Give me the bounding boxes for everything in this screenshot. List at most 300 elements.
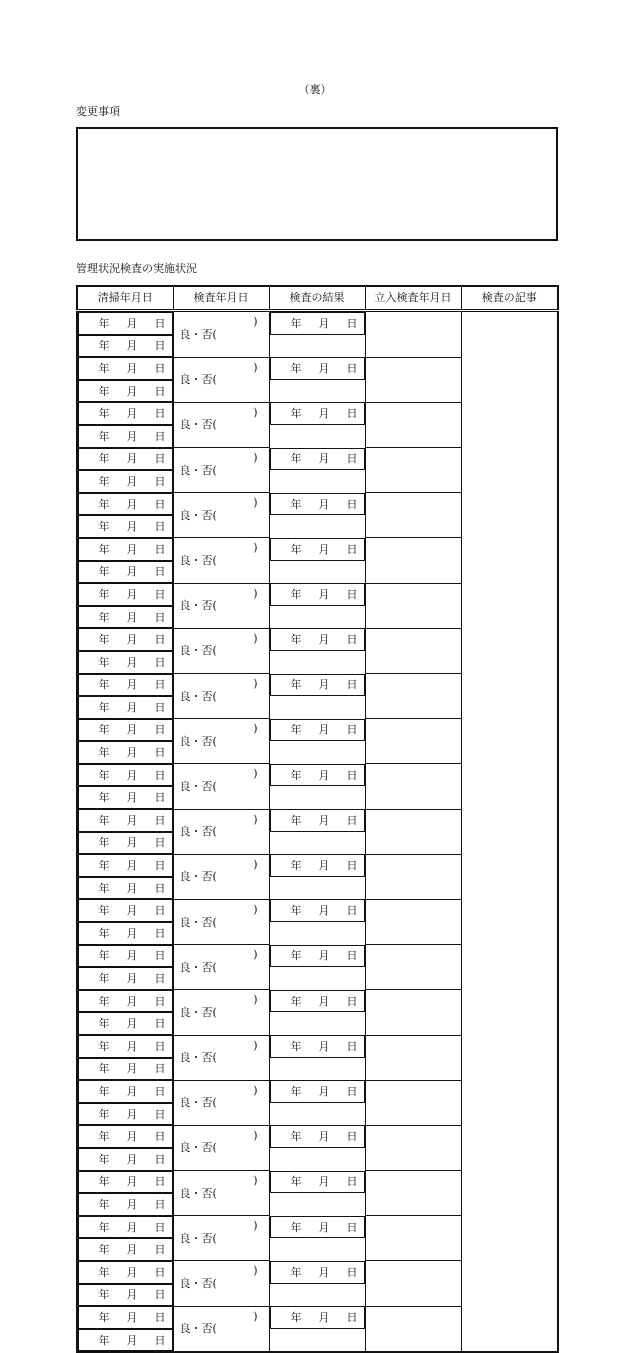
inspection-date-cell[interactable] [78,515,173,538]
day-label: 日 [154,1039,166,1053]
inspection-date-cell[interactable] [78,470,173,493]
day-label: 日 [346,316,358,330]
year-label: 年 [98,316,110,330]
day-label: 日 [154,316,166,330]
year-label: 年 [98,678,110,692]
month-label: 月 [126,407,138,421]
day-label: 日 [154,972,166,986]
result-close-paren: ) [253,677,258,690]
year-label: 年 [98,1084,110,1098]
result-close-paren: ) [253,1128,258,1142]
table-row [77,583,558,628]
day-label: 日 [154,587,166,601]
on-site-inspection-date-cell[interactable] [270,1261,365,1284]
inspection-result-cell[interactable] [173,493,269,538]
result-close-paren: ) [253,722,258,736]
cleaning-date-cell[interactable] [78,448,173,471]
cleaning-date-cell[interactable] [78,1216,173,1239]
inspection-notes-cell[interactable] [365,899,461,944]
result-close-paren: ) [253,541,258,555]
day-label: 日 [154,1265,166,1279]
day-label: 日 [154,746,166,760]
inspection-result-cell[interactable] [173,1306,269,1352]
day-label: 日 [154,700,166,714]
year-label: 年 [98,520,110,534]
inspection-result-cell[interactable] [173,583,269,628]
year-label: 年 [98,768,110,782]
inspection-notes-cell[interactable] [365,674,461,719]
day-label: 日 [346,1310,358,1324]
month-label: 月 [318,1220,330,1234]
inspection-result-cell[interactable] [173,1125,269,1170]
cleaning-date-cell[interactable] [78,764,173,787]
inspection-date-cell[interactable] [78,425,173,448]
cleaning-date-cell[interactable] [78,674,173,697]
inspection-date-cell[interactable] [78,1193,173,1216]
month-label: 月 [126,384,138,398]
result-close-paren: ) [253,1219,258,1233]
table-row [77,357,558,402]
month-label: 月 [126,1197,138,1211]
month-label: 月 [126,1107,138,1121]
cleaning-date-cell[interactable] [78,1035,173,1058]
year-label: 年 [98,565,110,579]
inspection-notes-cell[interactable] [365,628,461,673]
cleaning-date-cell[interactable] [78,1125,173,1148]
inspection-notes-cell[interactable] [365,990,461,1035]
cleaning-date-cell[interactable] [78,583,173,606]
day-label: 日 [154,1130,166,1144]
inspection-date-cell[interactable] [78,786,173,809]
table-row [77,1035,558,1080]
cleaning-date-cell[interactable] [78,1306,173,1329]
result-options: 良・否( [179,825,217,839]
inspection-date-cell[interactable] [78,1329,173,1352]
inspection-table-header [77,286,558,311]
table-row [77,628,558,673]
inspection-notes-cell[interactable] [365,1171,461,1216]
month-label: 月 [318,452,330,466]
result-options: 良・否( [179,1051,217,1065]
inspection-notes-cell[interactable] [365,1306,461,1352]
result-options: 良・否( [179,734,217,748]
day-label: 日 [346,678,358,692]
cleaning-date-cell[interactable] [78,628,173,651]
month-label: 月 [126,452,138,466]
result-options: 良・否( [179,554,217,568]
result-options: 良・否( [179,960,217,974]
year-label: 年 [98,610,110,624]
on-site-inspection-date-cell[interactable] [270,854,365,877]
month-label: 月 [126,429,138,443]
year-label: 年 [98,723,110,737]
year-label: 年 [98,407,110,421]
table-row [77,899,558,944]
result-options: 良・否( [179,1322,217,1336]
inspection-notes-cell[interactable] [365,583,461,628]
inspection-notes-cell[interactable] [365,854,461,899]
changes-label: 変更事項 [76,105,120,118]
on-site-inspection-date-cell[interactable] [270,1080,365,1103]
year-label: 年 [98,655,110,669]
result-close-paren: ) [253,451,258,465]
cleaning-date-cell[interactable] [78,1261,173,1284]
day-label: 日 [154,339,166,353]
year-label: 年 [98,633,110,647]
inspection-notes-cell[interactable] [365,402,461,447]
column-header-inspection-result: 検査の結果 [269,286,365,311]
inspection-label: 管理状況検査の実施状況 [76,262,197,275]
inspection-notes-cell[interactable] [365,1216,461,1261]
month-label: 月 [126,610,138,624]
inspection-result-cell[interactable] [173,357,269,402]
day-label: 日 [154,1333,166,1347]
on-site-inspection-date-cell[interactable] [270,312,365,335]
day-label: 日 [346,1220,358,1234]
year-label: 年 [290,1175,302,1189]
inspection-result-cell[interactable] [173,719,269,764]
month-label: 月 [126,926,138,940]
result-options: 良・否( [179,508,217,522]
day-label: 日 [154,791,166,805]
cleaning-date-cell[interactable] [78,854,173,877]
inspection-notes-cell[interactable] [365,809,461,854]
inspection-date-cell[interactable] [78,561,173,584]
month-label: 月 [126,587,138,601]
day-label: 日 [346,587,358,601]
result-close-paren: ) [253,902,258,916]
on-site-inspection-date-cell[interactable] [270,1216,365,1239]
table-row [77,945,558,990]
day-label: 日 [154,610,166,624]
inspection-result-cell[interactable] [173,1080,269,1125]
result-close-paren: ) [253,586,258,600]
inspection-result-cell[interactable] [173,764,269,809]
month-label: 月 [318,1039,330,1053]
column-header-inspection-notes: 検査の記事 [461,286,558,311]
month-label: 月 [318,633,330,647]
month-label: 月 [126,949,138,963]
day-label: 日 [154,904,166,918]
year-label: 年 [290,316,302,330]
inspection-date-cell[interactable] [78,967,173,990]
inspection-date-cell[interactable] [78,335,173,358]
result-close-paren: ) [253,1174,258,1188]
on-site-inspection-date-cell[interactable] [270,357,365,380]
result-options: 良・否( [179,463,217,477]
inspection-date-cell[interactable] [78,651,173,674]
on-site-inspection-date-cell[interactable] [270,945,365,968]
inspection-date-cell[interactable] [78,832,173,855]
month-label: 月 [126,1039,138,1053]
inspection-date-cell[interactable] [78,1058,173,1081]
year-label: 年 [290,859,302,873]
cleaning-date-cell[interactable] [78,493,173,516]
result-close-paren: ) [253,993,258,1007]
inspection-notes-cell[interactable] [365,357,461,402]
inspection-result-cell[interactable] [173,628,269,673]
table-row [77,1080,558,1125]
day-label: 日 [346,1265,358,1279]
result-options: 良・否( [179,327,217,341]
table-row [77,493,558,538]
inspection-date-cell[interactable] [78,922,173,945]
year-label: 年 [98,474,110,488]
cleaning-date-cell[interactable] [78,1171,173,1194]
year-label: 年 [98,1310,110,1324]
year-label: 年 [98,881,110,895]
month-label: 月 [318,994,330,1008]
on-site-inspection-date-cell[interactable] [270,628,365,651]
year-label: 年 [98,859,110,873]
month-label: 月 [126,881,138,895]
on-site-inspection-date-cell[interactable] [270,402,365,425]
month-label: 月 [126,633,138,647]
inspection-notes-cell[interactable] [365,1125,461,1170]
on-site-inspection-date-cell[interactable] [270,719,365,742]
year-label: 年 [290,949,302,963]
result-close-paren: ) [253,812,258,826]
inspection-date-cell[interactable] [78,696,173,719]
inspection-date-cell[interactable] [78,741,173,764]
month-label: 月 [126,361,138,375]
on-site-inspection-date-cell[interactable] [270,1035,365,1058]
page-heading: （裏） [298,83,332,96]
inspection-date-cell[interactable] [78,1284,173,1307]
year-label: 年 [98,361,110,375]
result-options: 良・否( [179,915,217,929]
year-label: 年 [290,1130,302,1144]
table-row [77,448,558,493]
day-label: 日 [346,904,358,918]
month-label: 月 [318,407,330,421]
on-site-inspection-date-cell[interactable] [270,448,365,471]
day-label: 日 [346,633,358,647]
year-label: 年 [98,542,110,556]
inspection-notes-cell[interactable] [365,945,461,990]
day-label: 日 [346,1084,358,1098]
table-row [77,1125,558,1170]
inspection-notes-cell[interactable] [365,448,461,493]
year-label: 年 [290,587,302,601]
month-label: 月 [126,1152,138,1166]
inspection-notes-cell[interactable] [365,1261,461,1306]
inspection-notes-cell[interactable] [365,1080,461,1125]
on-site-inspection-date-cell[interactable] [270,899,365,922]
day-label: 日 [346,768,358,782]
year-label: 年 [290,1220,302,1234]
month-label: 月 [126,520,138,534]
inspection-result-cell[interactable] [173,538,269,583]
cleaning-date-cell[interactable] [78,809,173,832]
on-site-inspection-date-cell[interactable] [270,809,365,832]
day-label: 日 [346,407,358,421]
on-site-inspection-date-cell[interactable] [270,764,365,787]
year-label: 年 [98,1175,110,1189]
year-label: 年 [290,904,302,918]
month-label: 月 [318,768,330,782]
year-label: 年 [98,904,110,918]
year-label: 年 [98,1107,110,1121]
result-options: 良・否( [179,1277,217,1291]
cleaning-date-cell[interactable] [78,945,173,968]
day-label: 日 [154,633,166,647]
inspection-result-cell[interactable] [173,1216,269,1261]
table-row [77,1216,558,1261]
year-label: 年 [290,1310,302,1324]
inspection-result-cell[interactable] [173,945,269,990]
inspection-notes-cell[interactable] [365,719,461,764]
inspection-result-cell[interactable] [173,402,269,447]
year-label: 年 [98,497,110,511]
month-label: 月 [126,859,138,873]
month-label: 月 [126,1333,138,1347]
inspection-result-cell[interactable] [173,899,269,944]
month-label: 月 [126,836,138,850]
header-row [77,286,558,311]
month-label: 月 [318,1175,330,1189]
day-label: 日 [154,859,166,873]
day-label: 日 [154,881,166,895]
year-label: 年 [290,452,302,466]
day-label: 日 [154,429,166,443]
month-label: 月 [126,678,138,692]
month-label: 月 [318,587,330,601]
inspection-result-cell[interactable] [173,854,269,899]
table-row [77,854,558,899]
inspection-result-cell[interactable] [173,448,269,493]
month-label: 月 [126,1175,138,1189]
year-label: 年 [98,384,110,398]
result-options: 良・否( [179,599,217,613]
on-site-inspection-date-cell[interactable] [270,1306,365,1329]
year-label: 年 [290,1084,302,1098]
cleaning-date-cell[interactable] [78,899,173,922]
day-label: 日 [154,474,166,488]
on-site-inspection-date-cell[interactable] [270,990,365,1013]
on-site-inspection-date-cell[interactable] [270,1171,365,1194]
result-close-paren: ) [253,496,258,510]
cleaning-date-cell[interactable] [78,1080,173,1103]
day-label: 日 [154,542,166,556]
cleaning-date-cell[interactable] [78,538,173,561]
column-header-cleaning-date: 清掃年月日 [77,286,173,311]
day-label: 日 [154,520,166,534]
day-label: 日 [154,384,166,398]
month-label: 月 [126,1084,138,1098]
table-row [77,764,558,809]
day-label: 日 [154,565,166,579]
month-label: 月 [126,768,138,782]
inspection-date-cell[interactable] [78,1238,173,1261]
inspection-result-cell[interactable] [173,311,269,358]
column-header-on-site-inspection-date: 立入検査年月日 [365,286,461,311]
cleaning-date-cell[interactable] [78,719,173,742]
day-label: 日 [346,723,358,737]
inspection-date-cell[interactable] [78,380,173,403]
year-label: 年 [290,768,302,782]
inspection-result-cell[interactable] [173,1171,269,1216]
year-label: 年 [290,1039,302,1053]
on-site-inspection-date-cell[interactable] [270,1125,365,1148]
inspection-date-cell[interactable] [78,606,173,629]
day-label: 日 [346,542,358,556]
day-label: 日 [154,1220,166,1234]
cleaning-date-cell[interactable] [78,402,173,425]
year-label: 年 [98,972,110,986]
day-label: 日 [154,926,166,940]
year-label: 年 [98,700,110,714]
day-label: 日 [154,1310,166,1324]
cleaning-date-cell[interactable] [78,312,173,335]
cleaning-date-cell[interactable] [78,990,173,1013]
inspection-result-cell[interactable] [173,990,269,1035]
month-label: 月 [318,542,330,556]
month-label: 月 [126,700,138,714]
day-label: 日 [154,723,166,737]
inspection-result-cell[interactable] [173,1261,269,1306]
month-label: 月 [318,859,330,873]
month-label: 月 [318,1265,330,1279]
day-label: 日 [346,1130,358,1144]
on-site-inspection-date-cell[interactable] [270,583,365,606]
month-label: 月 [126,655,138,669]
year-label: 年 [98,791,110,805]
year-label: 年 [98,1220,110,1234]
inspection-notes-cell[interactable] [365,493,461,538]
inspection-date-cell[interactable] [78,1148,173,1171]
year-label: 年 [290,678,302,692]
day-label: 日 [346,859,358,873]
result-options: 良・否( [179,1005,217,1019]
result-options: 良・否( [179,779,217,793]
table-row [77,538,558,583]
month-label: 月 [126,1265,138,1279]
inspection-notes-cell[interactable] [365,311,461,358]
result-close-paren: ) [253,315,258,328]
year-label: 年 [98,1288,110,1302]
year-label: 年 [98,1062,110,1076]
inspection-notes-cell[interactable] [365,1035,461,1080]
inspection-date-cell[interactable] [78,1103,173,1126]
column-header-inspection-date: 検査年月日 [173,286,269,311]
inspection-date-cell[interactable] [78,1012,173,1035]
inspection-date-cell[interactable] [78,877,173,900]
on-site-inspection-date-cell[interactable] [270,493,365,516]
inspection-notes-cell[interactable] [365,538,461,583]
cleaning-date-cell[interactable] [78,357,173,380]
month-label: 月 [126,1130,138,1144]
table-row [77,990,558,1035]
inspection-result-cell[interactable] [173,674,269,719]
changes-box[interactable] [76,127,558,241]
on-site-inspection-date-cell[interactable] [270,674,365,697]
inspection-result-cell[interactable] [173,809,269,854]
month-label: 月 [318,361,330,375]
on-site-inspection-date-cell[interactable] [270,538,365,561]
year-label: 年 [290,407,302,421]
month-label: 月 [126,723,138,737]
inspection-notes-cell[interactable] [365,764,461,809]
month-label: 月 [318,678,330,692]
month-label: 月 [126,746,138,760]
day-label: 日 [346,994,358,1008]
day-label: 日 [154,655,166,669]
inspection-result-cell[interactable] [173,1035,269,1080]
year-label: 年 [98,836,110,850]
result-options: 良・否( [179,689,217,703]
day-label: 日 [154,1243,166,1257]
